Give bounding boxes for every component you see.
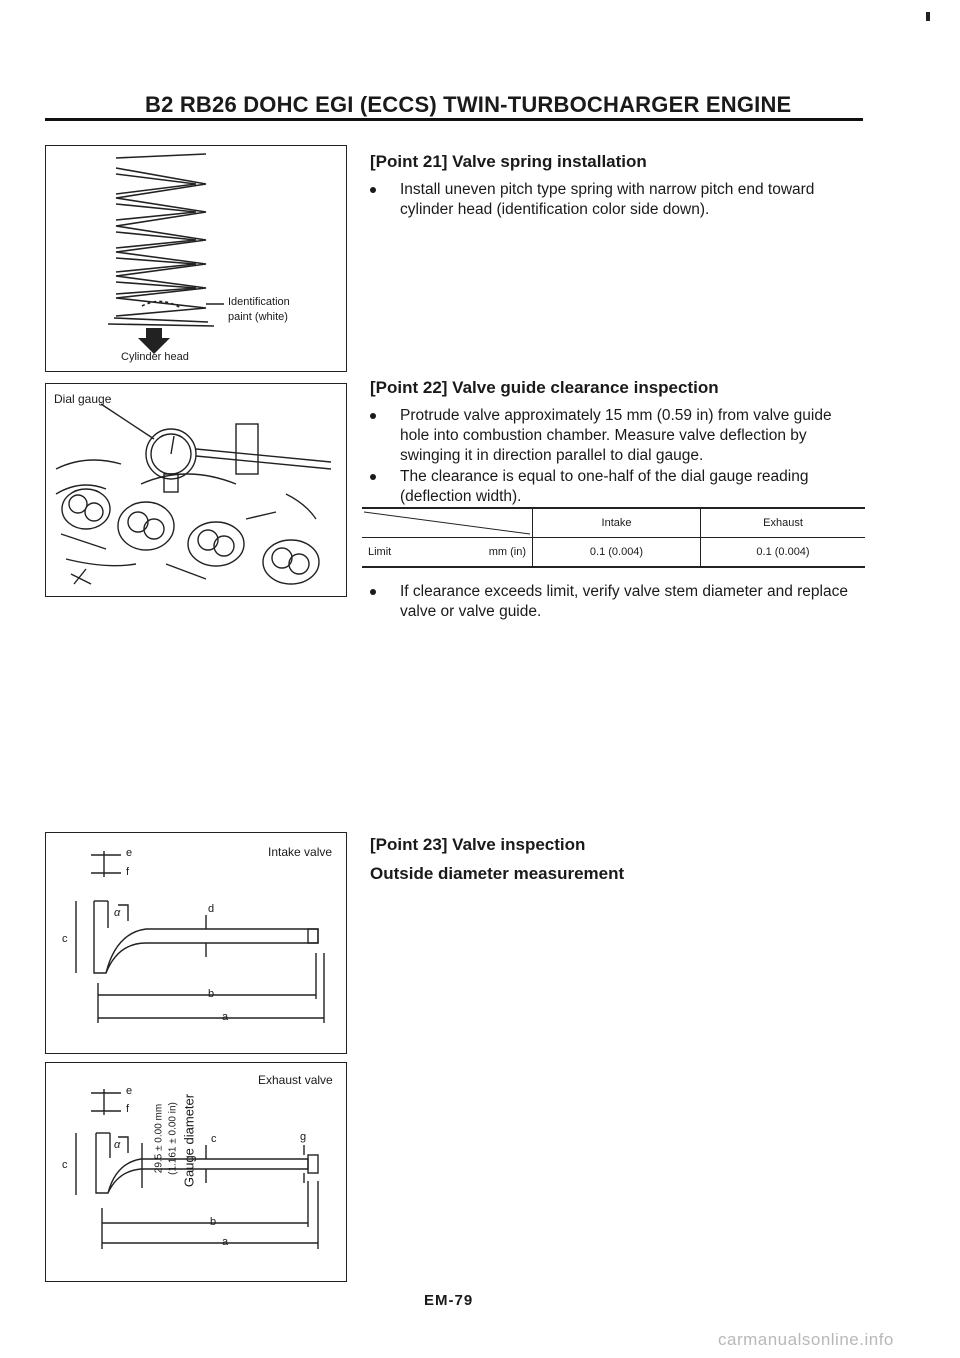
table-row-label-cell: [362, 538, 533, 568]
bullet-icon: [370, 187, 376, 193]
header-rule: [45, 118, 863, 121]
exhaust-label-alpha: α: [114, 1139, 121, 1151]
bullet-icon: [370, 413, 376, 419]
page-number: EM-79: [424, 1292, 474, 1309]
table-exhaust-value: 0.1 (0.004): [756, 546, 810, 558]
intake-label-f: f: [126, 866, 130, 878]
exhaust-label-a: a: [222, 1236, 229, 1248]
intake-label-b: b: [208, 988, 215, 1000]
table-row: [362, 538, 865, 568]
dial-gauge-label: Dial gauge: [54, 392, 112, 406]
intake-label-alpha: α: [114, 907, 121, 919]
point21-bullet: [370, 180, 865, 220]
bullet-icon: [370, 589, 376, 595]
paint-label: paint (white): [228, 311, 288, 323]
intake-label-c: c: [62, 933, 68, 945]
table-header-intake: Intake: [533, 508, 701, 538]
exhaust-label-e: e: [126, 1085, 133, 1097]
identification-label: Identification: [228, 296, 290, 308]
figure-intake-valve: [45, 832, 347, 1054]
point22-after-bullet-text: If clearance exceeds limit, verify valve stem diameter and replace valve or valve guide.: [400, 583, 848, 620]
point23-subtitle: Outside diameter measurement: [370, 864, 625, 883]
table-intake-value: 0.1 (0.004): [533, 538, 701, 568]
figure-exhaust-valve: [45, 1062, 347, 1282]
gauge-dimension-mm: 29.5 ± 0.00 mm: [153, 1103, 165, 1174]
limit-label: Limit: [368, 546, 392, 558]
figure-dial-gauge: [45, 383, 347, 597]
table-corner-cell: [362, 508, 533, 538]
gauge-dimension-in: (1.161 ± 0.00 in): [167, 1102, 179, 1175]
dial-gauge-drawing: [46, 384, 346, 596]
watermark: carmanualsonline.info: [718, 1330, 894, 1349]
exhaust-label-c-top: c: [211, 1133, 217, 1145]
exhaust-label-f: f: [126, 1103, 130, 1115]
intake-label-d: d: [208, 903, 215, 915]
exhaust-label-c-left: c: [62, 1159, 68, 1171]
point23-title: [Point 23] Valve inspection: [370, 835, 586, 854]
exhaust-label-g: g: [300, 1131, 307, 1143]
figure-valve-spring: [45, 145, 347, 372]
intake-label-e: e: [126, 847, 133, 859]
point22-bullet-2: [370, 467, 865, 507]
point22-after-bullet: [370, 582, 865, 622]
page-header-title: B2 RB26 DOHC EGI (ECCS) TWIN-TURBOCHARGER ENGINE: [145, 92, 792, 117]
intake-label-a: a: [222, 1011, 229, 1023]
cylinder-head-label: Cylinder head: [121, 351, 189, 363]
point22-bullet-1: [370, 406, 865, 466]
point21-bullet-text: Install uneven pitch type spring with narrow pitch end toward cylinder head (identification color side down).: [400, 181, 815, 218]
corner-mark: [926, 12, 930, 21]
table-diagonal: [362, 510, 532, 536]
table-header-exhaust: Exhaust: [763, 517, 803, 529]
clearance-limit-table: [362, 507, 865, 568]
table-header-row: [362, 508, 865, 538]
exhaust-valve-title: Exhaust valve: [258, 1073, 333, 1087]
bullet-icon: [370, 474, 376, 480]
intake-valve-title: Intake valve: [268, 845, 333, 859]
valve-spring-drawing: [46, 146, 346, 371]
exhaust-label-b: b: [210, 1216, 217, 1228]
point22-bullet-1-text: Protrude valve approximately 15 mm (0.59 in) from valve guide hole into combustion chamber. Measure valve deflection by swinging it in direction parallel to dial gauge.: [400, 407, 832, 464]
point22-bullet-2-text: The clearance is equal to one-half of the dial gauge reading (deflection width).: [400, 468, 809, 505]
point22-title: [Point 22] Valve guide clearance inspection: [370, 378, 719, 397]
intake-valve-drawing: [46, 833, 346, 1053]
limit-unit: mm (in): [488, 546, 526, 558]
gauge-diameter-label: Gauge diameter: [181, 1093, 197, 1188]
point21-title: [Point 21] Valve spring installation: [370, 152, 647, 171]
